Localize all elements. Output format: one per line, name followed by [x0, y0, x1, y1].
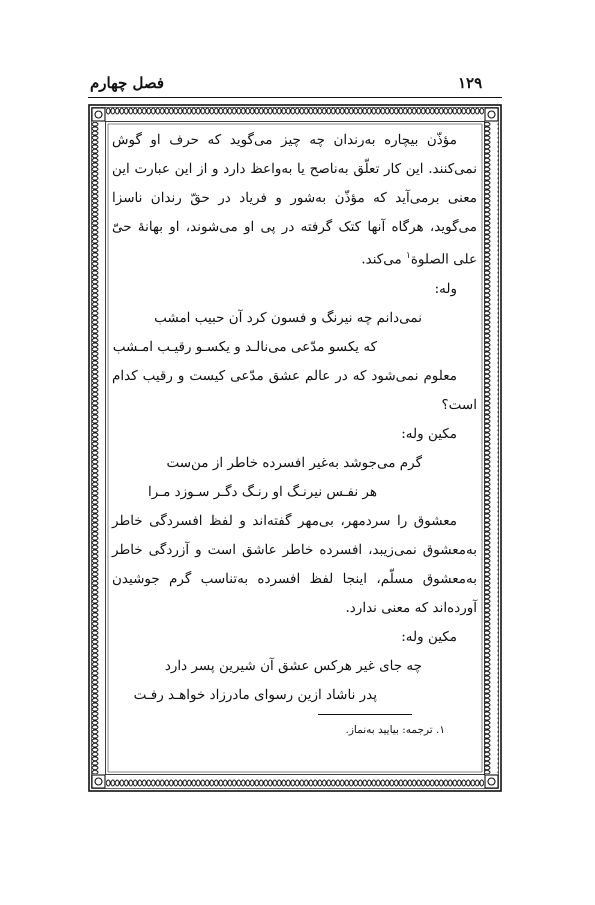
running-head: فصل چهارم: [90, 74, 165, 92]
paragraph: معلوم نمی‌شود که در عالم عشق مدّعی کیست و رقیب کدام است؟: [112, 367, 477, 413]
verse-line: که یکسو مدّعی می‌نالـد و یکسـو رقیـب امـشب: [112, 338, 377, 355]
footnote-rule: [318, 714, 412, 715]
footnote: ۱. ترجمه: بیایید به‌نماز.: [345, 724, 445, 736]
verse-line: هر نفـس نیرنـگ او رنـگ دگـر سـوزد مـرا: [147, 483, 377, 500]
page-number: ۱۲۹: [458, 74, 483, 92]
verse-label: وله:: [434, 280, 457, 297]
verse-label: مکین وله:: [401, 425, 457, 442]
verse-line: نمی‌دانم چه نیرنگ و فسون کرد آن حبیب امشب: [154, 309, 422, 326]
verse-label: مکین وله:: [401, 628, 457, 645]
paragraph: معشوق را سردمهر، بی‌مهر گفته‌اند و لفظ افسردگی خاطر به‌معشوق نمی‌زیبد، افسرده خاطر عاشق است و آزردگی خاطر به‌معشوق مسلّم، اینجا لفظ افسرده به‌تناسب گرم جوشیدن آورده‌اند که معنی ندارد.: [112, 512, 477, 616]
verse-line: پدر ناشاد ازین رسوای مادرزاد خواهـد رفـت: [133, 686, 377, 703]
main-text: [112, 126, 477, 710]
paragraph: مؤذّن بیچاره به‌رندان چه چیز می‌گوید که حرف او گوش نمی‌کنند. این کار تعلّق به‌ناصح یا به‌واعظ دارد و از این عبارت این معنی برمی‌آید که مؤذّن به‌شور و فریاد در حقّ رندان ناسزا می‌گوید، هرگاه آنها کتک گرفته در پی او می‌شوند، او بهانهٔ حیّ علی الصلوة$^۱$ می‌کند.: [112, 132, 477, 268]
verse-line: گرم می‌جوشد به‌غیر افسرده خاطر از من‌ست: [166, 454, 422, 471]
header-rule: [88, 97, 502, 98]
verse-line: چه جای غیر هرکس عشق آن شیرین پسر دارد: [164, 657, 422, 674]
